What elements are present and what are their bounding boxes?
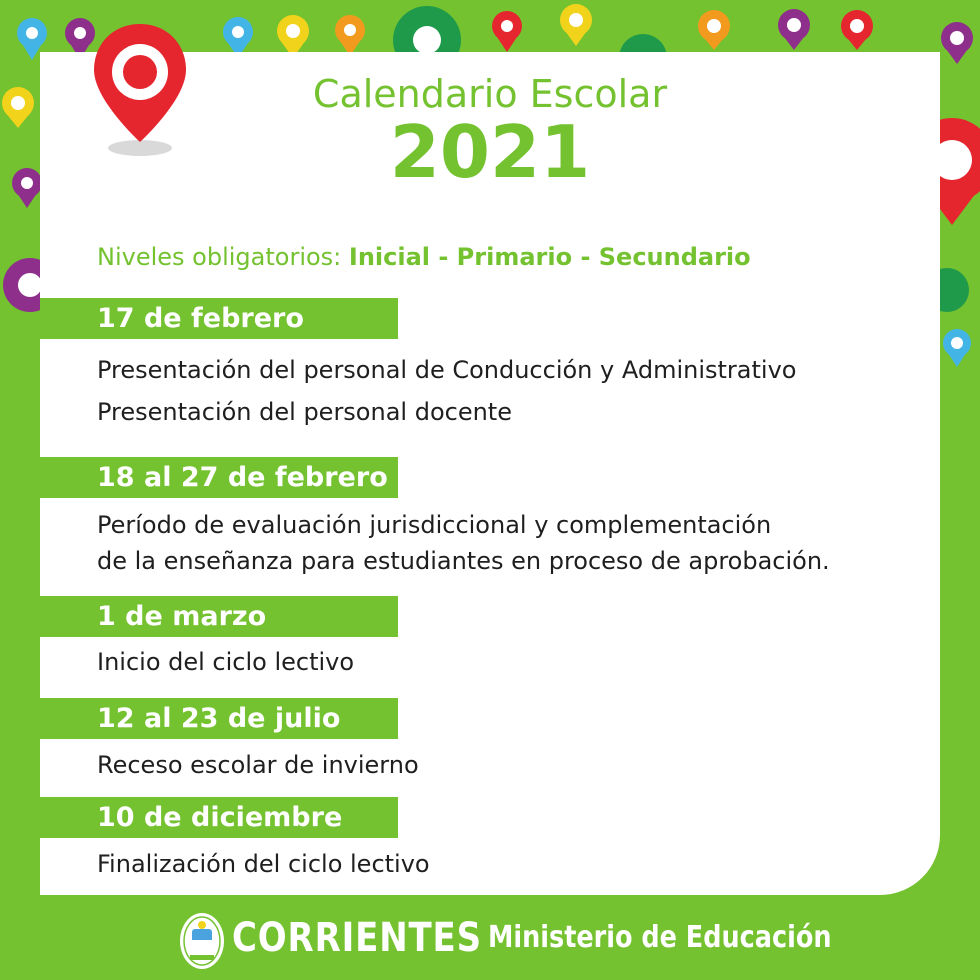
event-date-bar: 1 de marzo <box>40 596 398 637</box>
ministry-name: Ministerio de Educación <box>488 920 832 955</box>
provincial-seal-icon <box>178 911 226 971</box>
levels-prefix: Niveles obligatorios: <box>97 243 349 271</box>
pin-icon <box>492 11 522 52</box>
event-description: Presentación del personal docente <box>97 398 512 426</box>
footer <box>0 905 980 975</box>
event-description: de la enseñanza para estudiantes en proceso de aprobación. <box>97 547 830 575</box>
pin-icon <box>943 329 971 367</box>
calendar-subtitle: Calendario Escolar <box>312 72 668 116</box>
pin-icon <box>941 22 973 64</box>
event-date-bar: 12 al 23 de julio <box>40 698 398 739</box>
pin-icon <box>698 10 730 50</box>
pin-icon <box>841 10 873 50</box>
levels-values: Inicial - Primario - Secundario <box>348 243 751 271</box>
event-description: Receso escolar de invierno <box>97 751 419 779</box>
calendar-year: 2021 <box>389 110 591 194</box>
mandatory-levels <box>97 243 751 271</box>
pin-icon <box>560 4 592 46</box>
event-description: Finalización del ciclo lectivo <box>97 850 430 878</box>
event-date-bar: 10 de diciembre <box>40 797 398 838</box>
event-date-bar: 17 de febrero <box>40 298 398 339</box>
event-date-bar: 18 al 27 de febrero <box>40 457 398 498</box>
event-description: Período de evaluación jurisdiccional y complementación <box>97 511 772 539</box>
event-description: Inicio del ciclo lectivo <box>97 648 355 676</box>
pin-icon <box>335 15 365 56</box>
event-description: Presentación del personal de Conducción y Administrativo <box>97 356 797 384</box>
pin-icon <box>778 9 810 50</box>
brand-name: CORRIENTES <box>232 915 482 961</box>
